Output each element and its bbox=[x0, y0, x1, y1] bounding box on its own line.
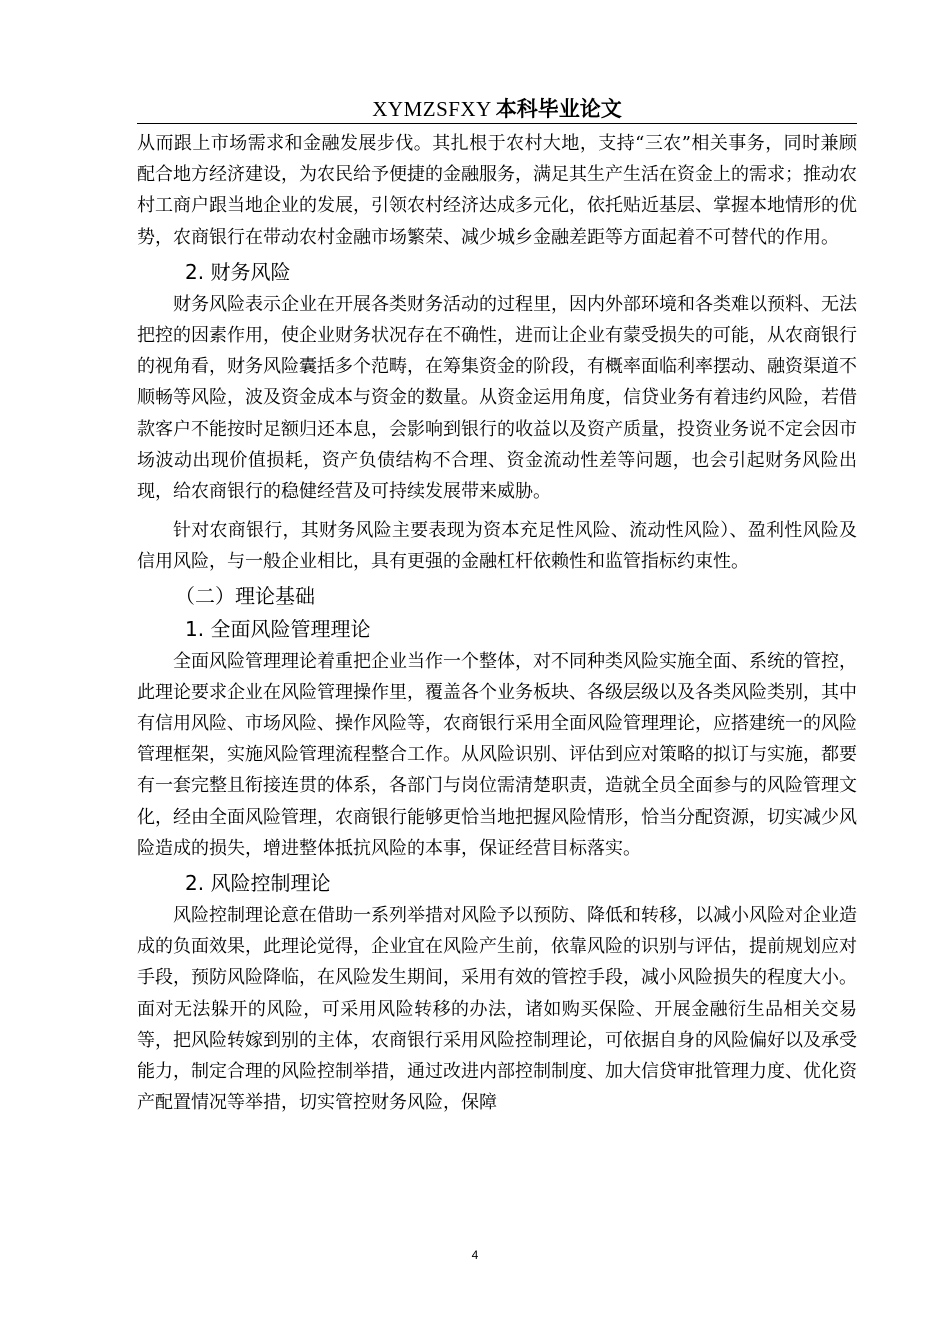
page-number: 4 bbox=[471, 1248, 479, 1262]
header-divider bbox=[137, 123, 857, 124]
paragraph-risk-control-theory: 风险控制理论意在借助一系列举措对风险予以预防、降低和转移，以减小风险对企业造成的负面效果，此理论觉得，企业宜在风险产生前，依靠风险的识别与评估，提前规划应对手段，预防风险降临，在风险发生期间，采用有效的管控手段，减小风险损失的程度大小。面对无法躲开的风险，可采用风险转移的办法，诸如购买保险、开展金融衍生品相关交易等，把风险转嫁到别的主体，农商银行采用风险控制理论，可依据自身的风险偏好以及承受能力，制定合理的风险控制举措，通过改进内部控制制度、加大信贷审批管理力度、优化资产配置情况等举措，切实管控财务风险，保障 bbox=[137, 905, 857, 1114]
paragraph-financial-risk-1: 财务风险表示企业在开展各类财务活动的过程里，因内外部环境和各类难以预料、无法把控的因素作用，使企业财务状况存在不确性，进而让企业有蒙受损失的可能，从农商银行的视角看，财务风险囊括多个范畴，在筹集资金的阶段，有概率面临利率摆动、融资渠道不顺畅等风险，波及资金成本与资金的数量。从资金运用角度，信贷业务有着违约风险，若借款客户不能按时足额归还本息，会影响到银行的收益以及资产质量，投资业务说不定会因市场波动出现价值损耗，资产负债结构不合理、资金流动性差等问题，也会引起财务风险出现，给农商银行的稳健经营及可持续发展带来威胁。 bbox=[137, 293, 857, 503]
paragraph-continued: 从而跟上市场需求和金融发展步伐。其扎根于农村大地，支持“三农”相关事务，同时兼顾配合地方经济建设，为农民给予便捷的金融服务，满足其生产生活在资金上的需求；推动农村工商户跟当地企业的发展，引领农村经济达成多元化，依托贴近基层、掌握本地情形的优势，农商银行在带动农村金融市场繁荣、减少城乡金融差距等方面起着不可替代的作用。 bbox=[137, 133, 857, 248]
page-header bbox=[137, 96, 857, 122]
paragraph-gap bbox=[137, 507, 857, 515]
header-title: 本科毕业论文 bbox=[495, 97, 622, 121]
heading-theory-basis: （二）理论基础 bbox=[175, 583, 315, 608]
heading-financial-risk: 2. 财务风险 bbox=[185, 259, 291, 284]
header-latin-text: XYMZSFXY bbox=[372, 97, 492, 121]
heading-erm-theory: 1. 全面风险管理理论 bbox=[185, 616, 371, 641]
heading-risk-control-theory: 2. 风险控制理论 bbox=[185, 871, 331, 896]
paragraph-erm-theory: 全面风险管理理论着重把企业当作一个整体，对不同种类风险实施全面、系统的管控，此理论要求企业在风险管理操作里，覆盖各个业务板块、各级层级以及各类风险类别，其中有信用风险、市场风险、操作风险等，农商银行采用全面风险管理理论，应搭建统一的风险管理框架，实施风险管理流程整合工作。从风险识别、评估到应对策略的拟订与实施，都要有一套完整且衔接连贯的体系，各部门与岗位需清楚职责，造就全员全面参与的风险管理文化，经由全面风险管理，农商银行能够更恰当地把握风险情形，恰当分配资源，切实减少风险造成的损失，增进整体抵抗风险的本事，保证经营目标落实。 bbox=[137, 650, 857, 859]
page-body bbox=[137, 128, 857, 1118]
paragraph-financial-risk-2: 针对农商银行，其财务风险主要表现为资本充足性风险、流动性风险）、盈利性风险及信用风险，与一般企业相比，具有更强的金融杠杆依赖性和监管指标约束性。 bbox=[137, 520, 857, 573]
